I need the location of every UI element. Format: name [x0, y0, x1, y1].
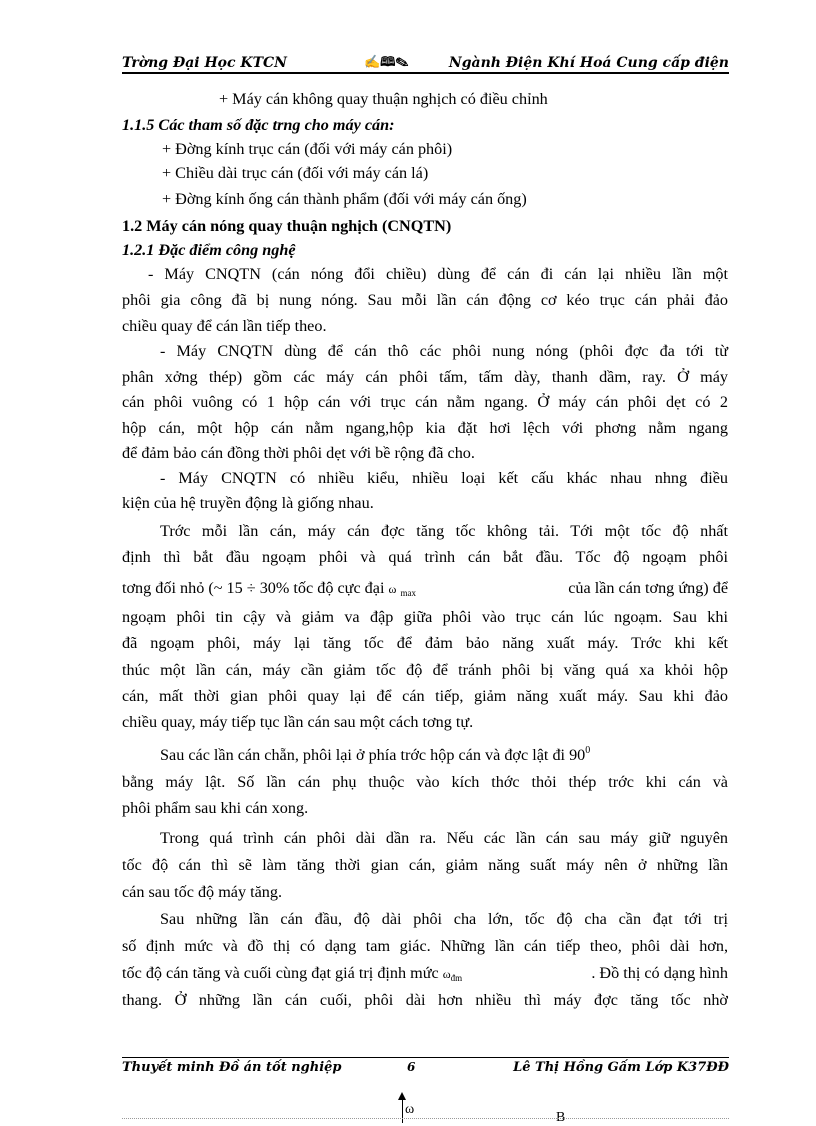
paragraph-line: kiện của hệ truyền động là giống nhau.	[122, 494, 374, 512]
paragraph-line: - Máy CNQTN có nhiều kiểu, nhiều loại kết cấu khác nhau nhng điều	[160, 469, 728, 487]
text-segment: . Đồ thị có dạng hình	[591, 964, 728, 982]
text-segment: của lần cán tơng ứng) để	[568, 579, 728, 597]
paragraph-line: Trớc mỗi lần cán, máy cán đợc tăng tốc không tải. Tới một tốc độ nhất	[160, 522, 728, 540]
paragraph-line: đã ngoạm phôi, máy lại tăng tốc để đảm bảo năng xuất máy. Trớc khi kết	[122, 634, 728, 652]
footer-title: Thuyết minh Đồ án tốt nghiệp	[122, 1060, 342, 1075]
section-heading-1-2-1: 1.2.1 Đặc điểm công nghệ	[122, 241, 296, 259]
paragraph-line: chiều quay để cán lần tiếp theo.	[122, 317, 327, 335]
paragraph-line: cán sau tốc độ máy tăng.	[122, 883, 283, 901]
text-segment: Sau các lần cán chẵn, phôi lại ở phía trớc hộp cán và đợc lật đi 90	[160, 746, 586, 764]
page-footer	[122, 1060, 729, 1080]
list-item: + Đờng kính trục cán (đối với máy cán phôi)	[162, 140, 453, 158]
paragraph-line: thang. Ở những lần cán cuối, phôi dài hơn nhiều thì máy đợc tăng tốc nhờ	[122, 991, 728, 1009]
page-number: 6	[407, 1060, 416, 1074]
figure-label-b: B	[556, 1110, 566, 1125]
paragraph-line: bằng máy lật. Số lần cán phụ thuộc vào kích thớc thỏi thép trớc khi cán và	[122, 773, 728, 791]
footer-author: Lê Thị Hồng Gấm Lớp K37ĐĐ	[513, 1060, 729, 1075]
paragraph-line: cán, mất thời gian phôi quay lại để cán tiếp, giảm năng xuất máy. Sau khi đảo	[122, 687, 728, 705]
figure-axis-line	[402, 1098, 403, 1123]
page-bottom-divider	[122, 1118, 729, 1119]
paragraph-line: Sau những lần cán đầu, độ dài phôi cha lớn, tốc độ cha cần đạt tới trị	[160, 910, 728, 928]
paragraph-line: chiều quay, máy tiếp tục lần cán sau một cách tơng tự.	[122, 713, 474, 731]
text-line: + Máy cán không quay thuận nghịch có điều chỉnh	[219, 90, 548, 108]
paragraph-line-with-symbol	[122, 578, 728, 603]
paragraph-line: phôi phẩm sau khi cán xong.	[122, 799, 309, 817]
paragraph-line: phôi gia công đã bị nung nóng. Sau mỗi lần cán động cơ kéo trục cán phải đảo	[122, 291, 728, 309]
subscript-dm: đm	[450, 973, 463, 983]
paragraph-line-with-symbol	[122, 963, 728, 988]
paragraph-line: Trong quá trình cán phôi dài dần ra. Nếu các lần cán sau máy giữ nguyên	[160, 829, 728, 847]
paragraph-line: phân xởng thép) gồm các máy cán phôi tấm, tấm dày, thanh dầm, ray. Ở máy	[122, 368, 728, 386]
paragraph-line: số định mức và đồ thị có dạng tam giác. Những lần cán tiếp theo, phôi dài hơn,	[122, 937, 728, 955]
paragraph-line: tốc độ cán thì sẽ làm tăng thời gian cán, giảm năng suất máy nên ở những lần	[122, 856, 728, 874]
footer-rule	[122, 1057, 729, 1058]
header-school: Trờng Đại Học KTCN	[122, 55, 287, 71]
paragraph-line: thúc một lần cán, máy cần giảm tốc độ để tránh phôi bị văng quá xa khỏi hộp	[122, 661, 728, 679]
list-item: + Chiều dài trục cán (đối với máy cán lá)	[162, 164, 429, 182]
paragraph-line: định thì bắt đầu ngoạm phôi và quá trình cán bắt đầu. Tốc độ ngoạm phôi	[122, 548, 728, 566]
paragraph-line: ngoạm phôi tin cậy và giảm va đập giữa phôi vào trục cán lúc ngoạm. Sau khi	[122, 608, 728, 626]
paragraph-line: để đảm bảo cán đồng thời phôi dẹt với bề rộng đã cho.	[122, 444, 475, 462]
paragraph-line: cán phôi vuông có 1 hộp cán với trục cán nằm ngang. Ở máy cán phôi dẹt có 2	[122, 393, 728, 411]
omega-symbol: ω	[442, 967, 451, 981]
text-segment: tốc độ cán tăng và cuối cùng đạt giá trị định mức	[122, 964, 439, 982]
paragraph-line-with-superscript	[160, 745, 728, 765]
list-item: + Đờng kính ống cán thành phẩm (đối với máy cán ống)	[162, 190, 527, 208]
section-heading-1-1-5: 1.1.5 Các tham số đặc trng cho máy cán:	[122, 116, 395, 134]
text-segment: tơng đối nhỏ (~ 15 ÷ 30% tốc độ cực đại	[122, 579, 385, 597]
section-heading-1-2: 1.2 Máy cán nóng quay thuận nghịch (CNQTN)	[122, 217, 452, 235]
paragraph-line: hộp cán, một hộp cán nằm ngang,hộp kia đặt hơi lệch với phơng nằm ngang	[122, 419, 728, 437]
figure-axis-label-omega: ω	[405, 1102, 415, 1117]
page-header	[122, 52, 729, 74]
omega-symbol: ω	[388, 582, 397, 596]
subscript-max: max	[400, 588, 416, 598]
paragraph-line: - Máy CNQTN (cán nóng đổi chiều) dùng để cán đi cán lại nhiều lần một	[148, 265, 728, 283]
header-department: Ngành Điện Khí Hoá Cung cấp điện	[448, 55, 729, 71]
superscript-degree: 0	[585, 745, 591, 756]
paragraph-line: - Máy CNQTN dùng để cán thô các phôi nung nóng (phôi đợc đa tới từ	[160, 342, 728, 360]
header-ornament-icon: ✍🕮✎	[364, 55, 409, 70]
header-rule	[122, 72, 729, 74]
